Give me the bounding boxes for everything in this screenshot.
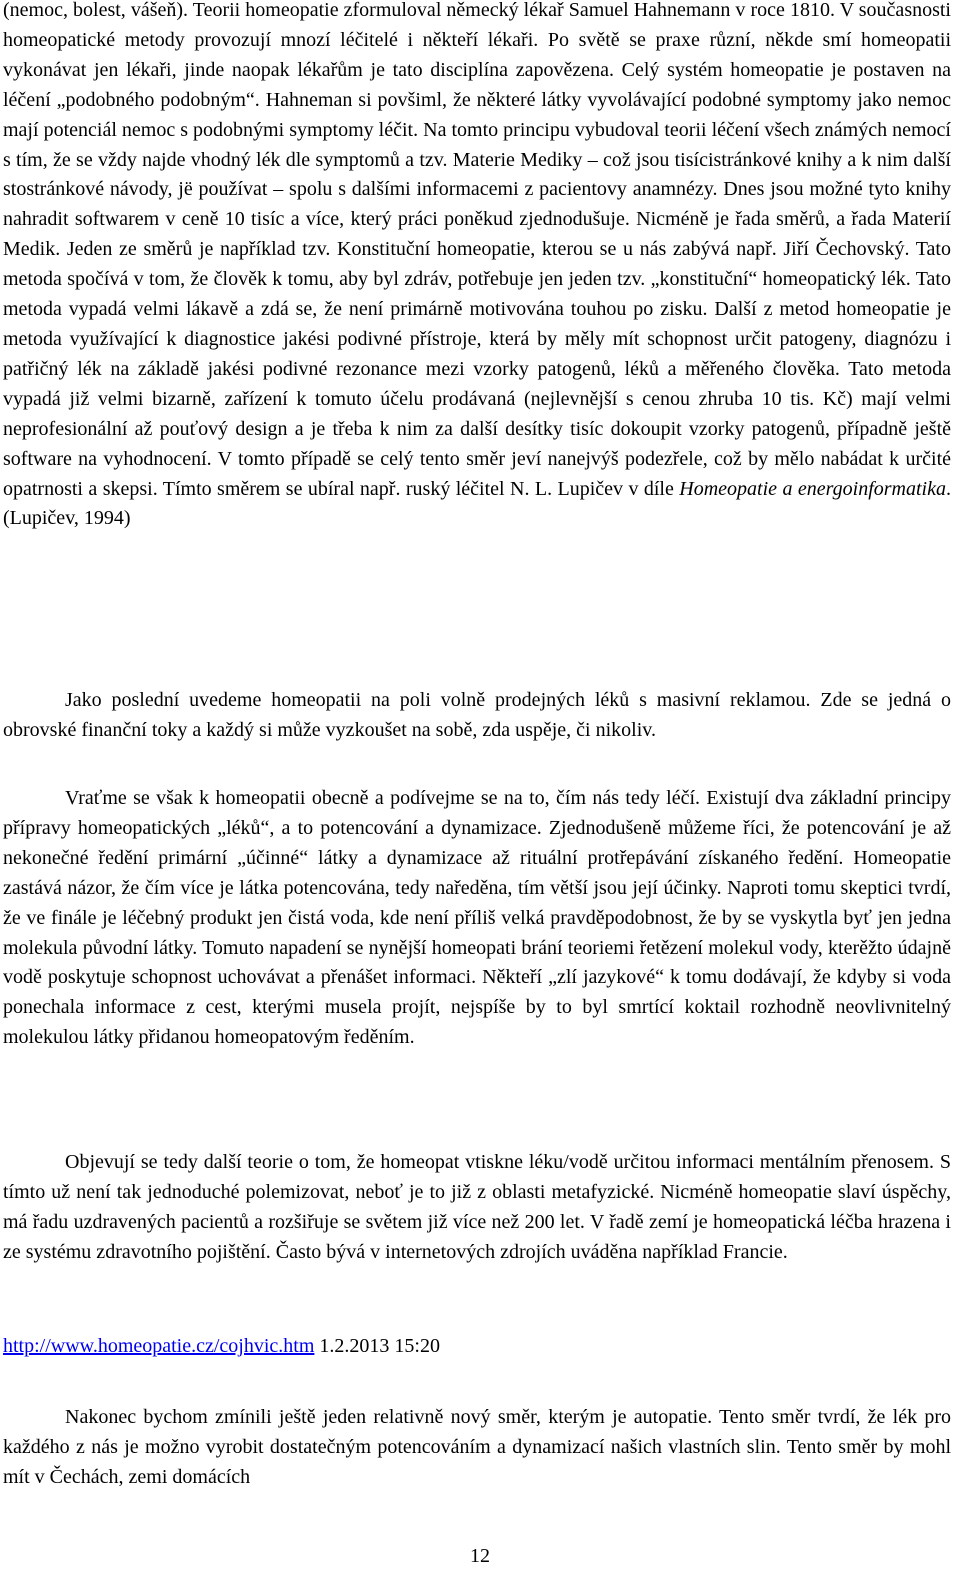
page-number: 12 <box>470 1545 490 1567</box>
paragraph-homeopathy-theory <box>3 0 951 534</box>
source-link[interactable]: http://www.homeopatie.cz/cojhvic.htm <box>3 1335 315 1357</box>
source-date: 1.2.2013 15:20 <box>319 1335 440 1357</box>
book-title: Homeopatie a energoinformatika <box>679 477 946 500</box>
source-reference <box>3 1332 440 1361</box>
paragraph-autopathy: Nakonec bychom zmínili ještě jeden relativně nový směr, kterým je autopatie. Tento směr tvrdí, že lék pro každého z nás je možno vyrobit dostatečným potencováním a dynamizací našich vlastních slin. Tento směr by mohl mít v Čechách, zemi domácích <box>3 1406 951 1488</box>
paragraph-potentization: Vraťme se však k homeopatii obecně a podívejme se na to, čím nás tedy léčí. Existují dva základní principy přípravy homeopatických „léků“, a to potencování a dynamizace. Zjednodušeně můžeme říci, že potencování je až nekonečné ředění primární „účinné“ látky a dynamizace až rituální protřepávání získaného ředění. Homeopatie zastává názor, že čím více je látka potencována, tedy naředěna, tím větší jsou její účinky. Naproti tomu skeptici tvrdí, že ve finále je léčebný produkt jen čistá voda, kde není příliš velká pravděpodobnost, že by se vyskytla byť jen jedna molekula původní látky. Tomuto napadení se nynější homeopati brání teoriemi řetězení molekul vody, kterěžto údajně vodě poskytuje schopnost uchovávat a přenášet informaci. Někteří „zlí jazykové“ k tomu dodávají, že kdyby si voda ponechala informace z cest, kterými musela projít, nejspíše by to byl smrtící koktail rozhodně neovlivnitelný molekulou látky přidanou homeopatovým ředěním. <box>3 787 951 1049</box>
citation: . (Lupičev, 1994) <box>3 477 951 530</box>
paragraph-text: (nemoc, bolest, vášeň). Teorii homeopatie zformuloval německý lékař Samuel Hahnemann v roce 1810. V současnosti homeopatické metody provozují mnozí léčitelé i někteří lékaři. Po světě se praxe různí, někde smí homeopatii vykonávat jen lékaři, jinde naopak lékařům je tato disciplína zapovězena. Celý systém homeopatie je postaven na léčení „podobného podobným“. Hahneman si povšiml, že některé látky vyvolávající podobné symptomy jako nemoc mají potenciál nemoc s podobnými symptomy léčit. Na tomto principu vybudoval teorii léčení všech známých nemocí s tím, že se vždy najde vhodný lék dle symptomů a tzv. Materie Mediky – což jsou tisícistránkové knihy a k nim další stostránkové návody, jë používat – spolu s dalšími informacemi z pacientovy anamnézy. Dnes jsou možné tyto knihy nahradit softwarem v ceně 10 tisíc a více, který práci poněkud zjednodušuje. Nicméně je řada směrů, a řada Materií Medik. Jeden ze směrů je například tzv. Konstituční homeopatie, kterou se u nás zabývá např. Jiří Čechovský. Tato metoda spočívá v tom, že člověk k tomu, aby byl zdráv, potřebuje jen jeden tzv. „konstituční“ homeopatický lék. Tato metoda vypadá velmi lákavě a zdá se, že není primárně motivována touhou po zisku. Další z metod homeopatie je metoda využívající k diagnostice jakési podivné přístroje, která by měly mít schopnost určit patogeny, diagnózu i patřičný lék na základě jakési podivné rezonance mezi vzorky patogenů, léků a měřeného člověka. Tato metoda vypadá již velmi bizarně, zařízení k tomuto účelu prodávaná (nejlevnější s cenou zhruba 10 tis. Kč) mají velmi neprofesionální až pouťový design a je třeba k nim za další desítky tisíc dokoupit vzorky patogenů, případně ještě software na vyhodnocení. V tomto případě se celý tento směr jeví nanejvýš podezřele, což by mělo nabádat k určité opatrnosti a skepsi. Tímto směrem se ubíral např. ruský léčitel N. L. Lupičev v díle <box>3 0 951 500</box>
paragraph-otc-homeopathy: Jako poslední uvedeme homeopatii na poli volně prodejných léků s masivní reklamou. Zde se jedná o obrovské finanční toky a každý si může vyzkoušet na sobě, zda uspěje, či nikoliv. <box>3 689 951 741</box>
paragraph-mental-transfer: Objevují se tedy další teorie o tom, že homeopat vtiskne léku/vodě určitou informaci mentálním přenosem. S tímto už není tak jednoduché polemizovat, neboť je to již z oblasti metafyzické. Nicméně homeopatie slaví úspěchy, má řadu uzdravených pacientů a rozšiřuje se světem již více než 200 let. V řadě zemí je homeopatická léčba hrazena i ze systému zdravotního pojištění. Často bývá v internetových zdrojích uváděna například Francie. <box>3 1151 951 1263</box>
